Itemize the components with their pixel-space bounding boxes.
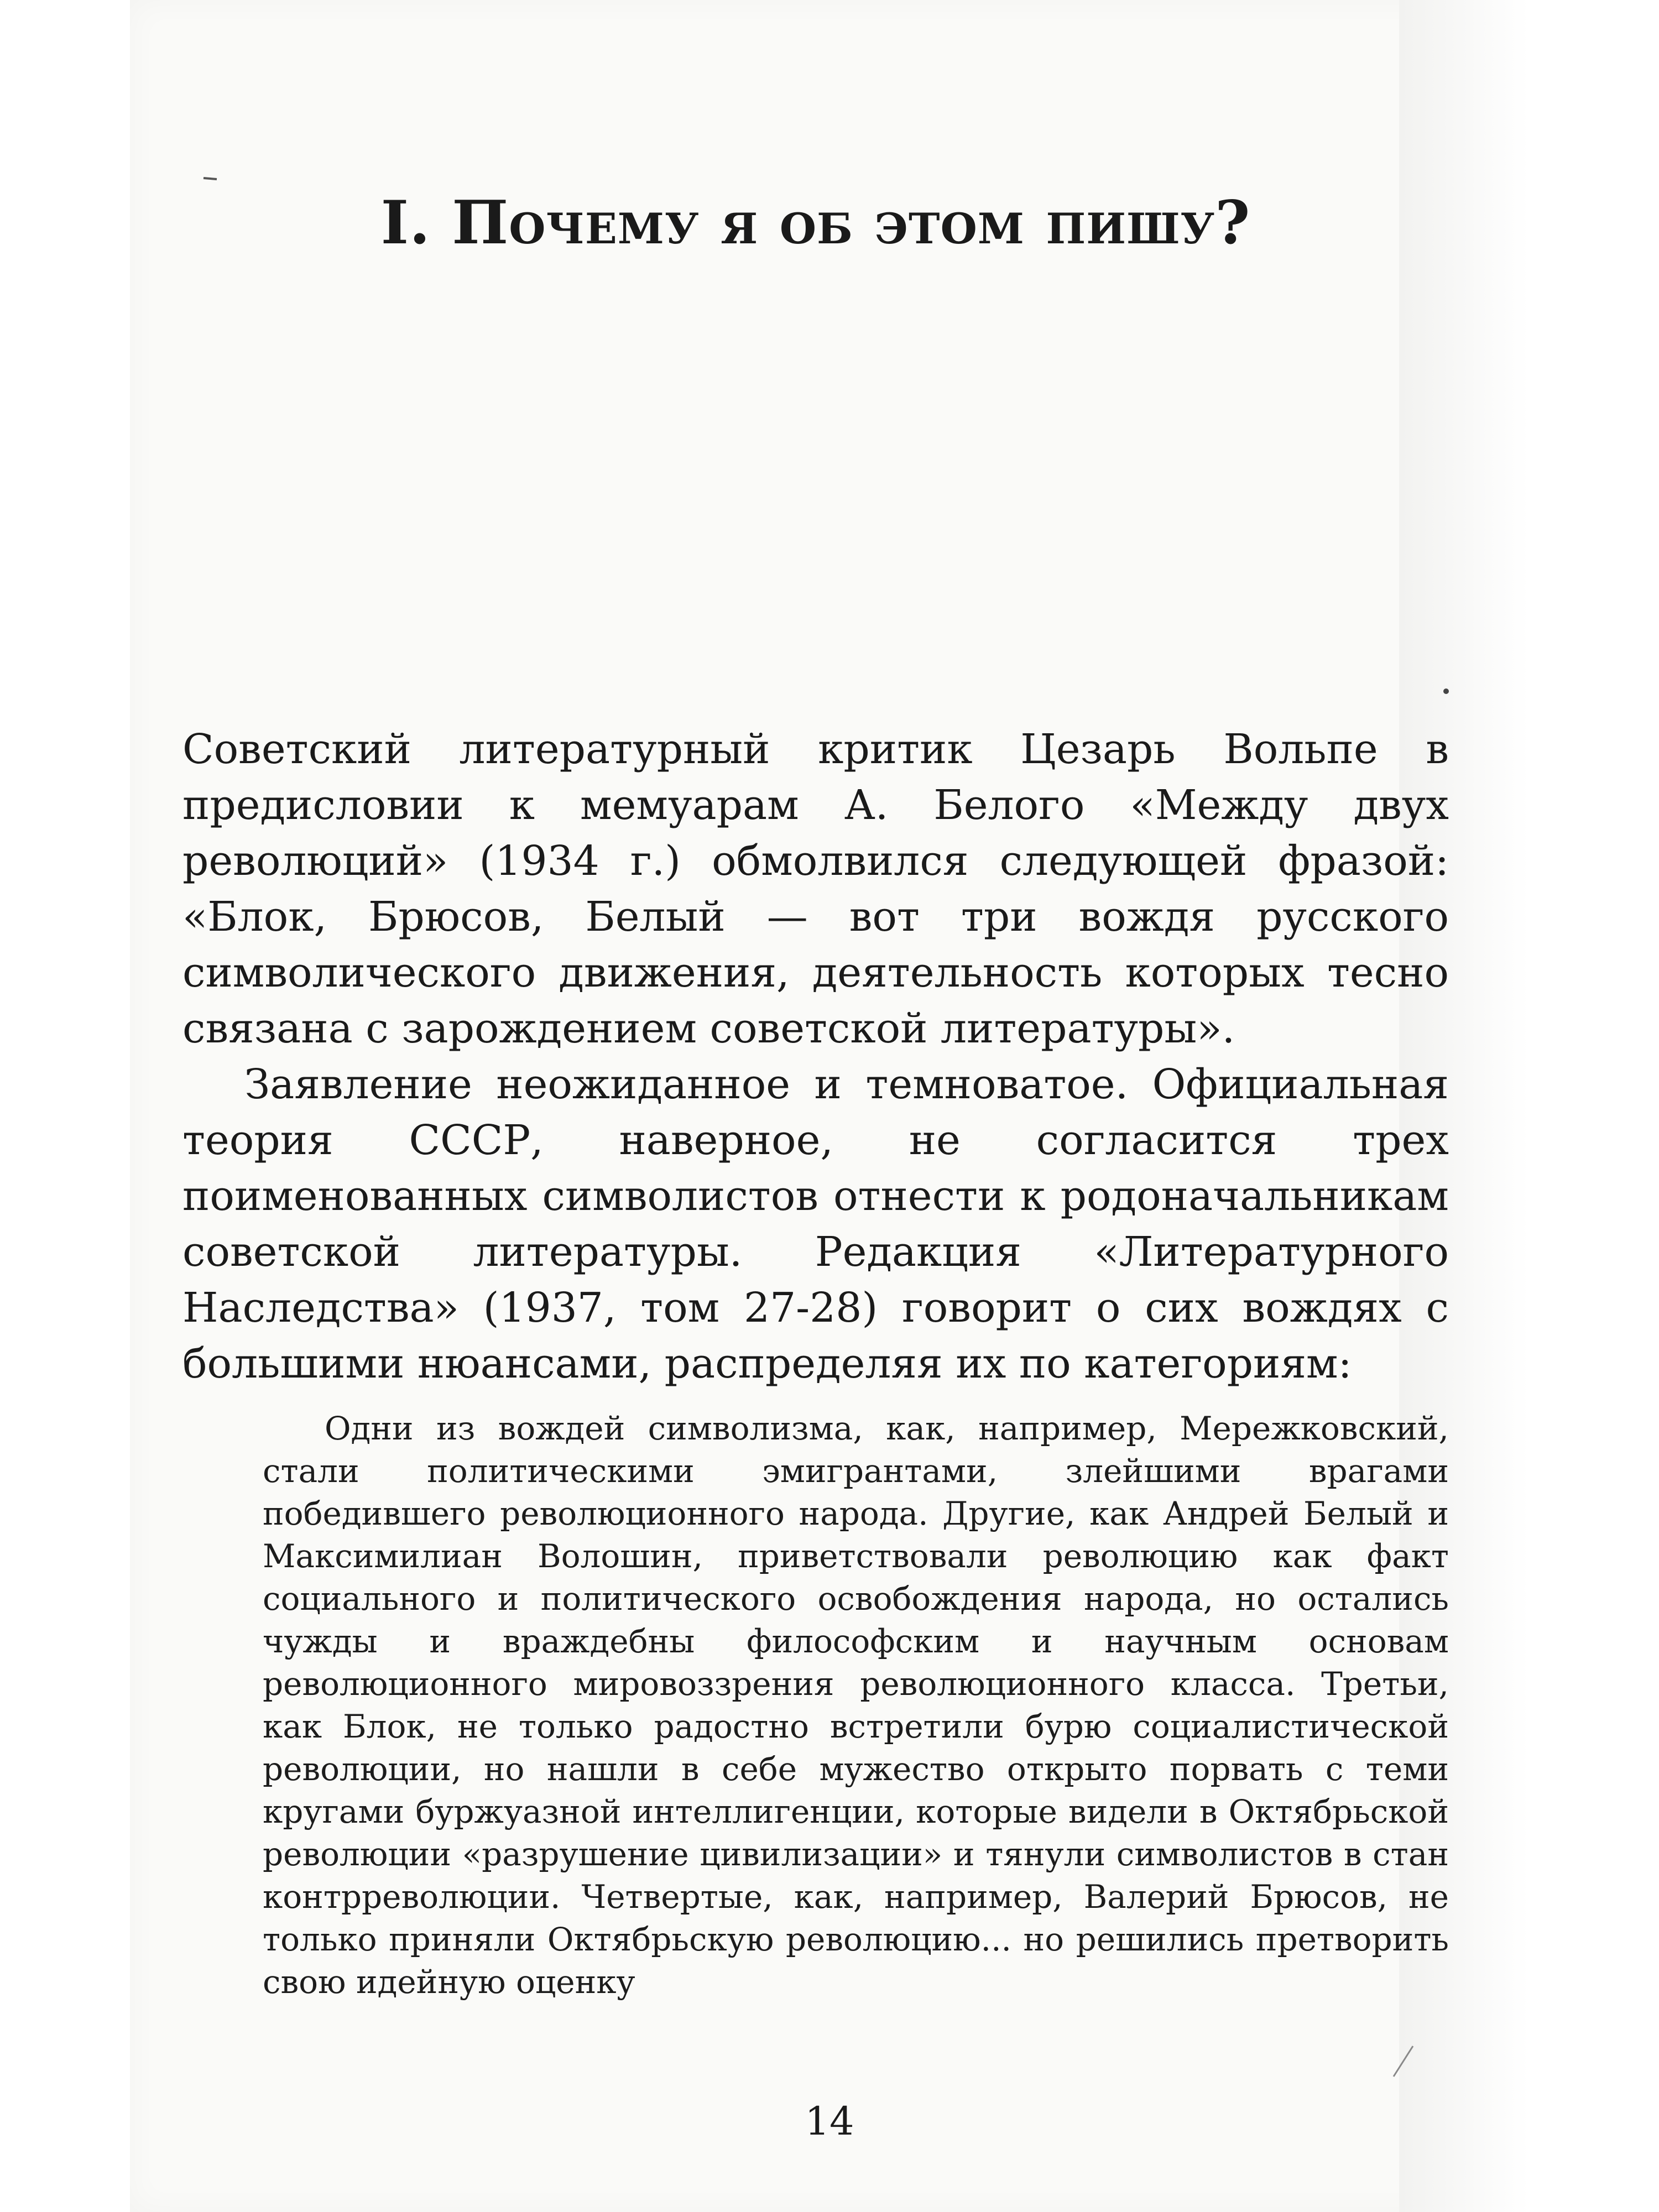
body-text — [182, 722, 1449, 1392]
page-number: 14 — [805, 2099, 854, 2144]
paragraph-2: Заявление неожиданное и темноватое. Официальная теория СССР, наверное, не согласится трех поименованных символистов отнести к родоначальникам советской литературы. Редакция «Литературного Наследства» (1937, том 27-28) говорит о сих вождях с большими нюансами, распределяя их по категориям: — [182, 1061, 1449, 1387]
chapter-title: I. Почему я об этом пишу? — [380, 188, 1251, 258]
paragraph-1: Советский литературный критик Цезарь Вольпе в предисловии к мемуарам А. Белого «Между двух революций» (1934 г.) обмолвился следующей фразой: «Блок, Брюсов, Белый — вот три вождя русского символического движения, деятельность которых тесно связана с зарождением советской литературы». — [182, 726, 1449, 1052]
block-quote: Одни из вождей символизма, как, например, Мережковский, стали политическими эмигрантами, злейшими врагами победившего революционного народа. Другие, как Андрей Белый и Максимилиан Волошин, приветствовали революцию как факт социального и политического освобождения народа, но остались чужды и враждебны философским и научным основам революционного мировоззрения революционного класса. Третьи, как Блок, не только радостно встретили бурю социалистической революции, но нашли в себе мужество открыто порвать с теми кругами буржуазной интеллигенции, которые видели в Октябрьской революции «разрушение цивилизации» и тянули символистов в стан контрреволюции. Четвертые, как, например, Валерий Брюсов, не только приняли Октябрьскую революцию... но решились претворить свою идейную оценку — [263, 1410, 1449, 2001]
